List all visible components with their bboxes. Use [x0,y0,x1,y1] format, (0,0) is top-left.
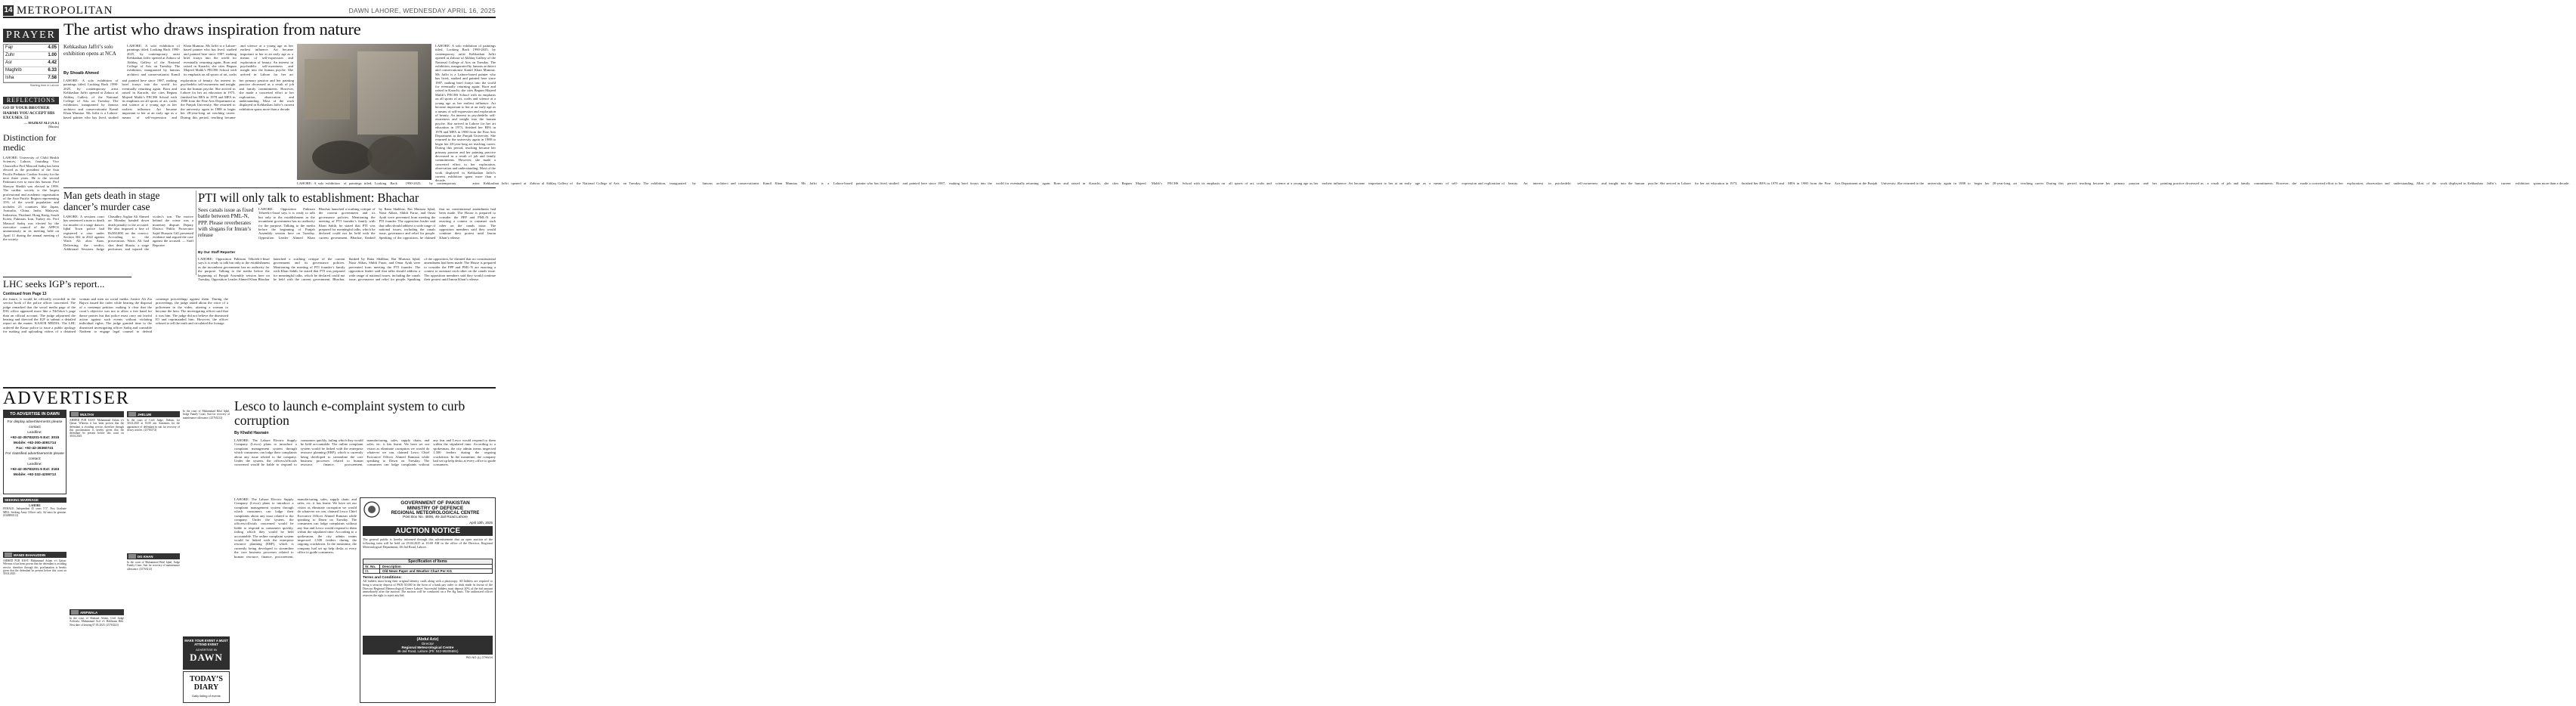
seeking-marriage-city: LAHORE [29,504,41,507]
lesco-headline: Lesco to launch e-complaint system to curb corruption [234,398,465,428]
prayer-note: Starting time in Lahore [29,84,59,87]
reflections-source: (Maxim) [48,125,59,129]
man-death-headline: Man gets death in stage dancer’s murder case [63,190,160,212]
prayer-isha: Isha 7.58 [4,75,58,82]
pid-number: PID NO (L) 2799/24 [465,655,493,659]
advertise-sidebar-title: TO ADVERTISE IN DAWN [4,410,66,418]
signer-address: 46-Jail Road, Lahore (Ph: 042-99205591) [397,649,459,653]
auction-intro: The general public is hereby informed through this advertisement that an open auction of the following item will be held on 29.04.2025 at 10:00 AM in the office of the Director, Regional Meteorological Department, 46-Jail Road, Lahore. [363,537,493,549]
distinction-story [3,133,59,272]
auction-address: Post Box No. 4806, 46-Jail Road Lahore [403,516,468,519]
lesco-byline: By Khalid Hasnain [234,431,269,435]
pti-headline: PTI will only talk to establishment: Bhachar [198,190,419,205]
artist-body-caption: LAHORE: A solo exhibition of paintings titled, Looking Back 1990-2025, by contemporary artist Kehkashan Jaffri opened at Zahoor ul Akhlaq Gallery of the National College of Arts on Tuesday. The exhibition, inaugurated by famous architect and conservationist Kamil Khan Mumtaz. Ms Jaffri is a Lahore-based painter who has lived, studied and painted here since 1987, making brief forays into the world for eventually returning again. Born and raised in Karachi, she cites Begum Majeed Malik’s PECHS School with its emphasis on all sports of art, crafts and science at a young age as her earliest influence. Art became important to her at an early age as a means of self-expression and exploration of beauty. An interest in psychedelic self-awareness and insight into the human psyche. She arrived in Lahore for her art education in 1973, finished her BFA in 1978 and MFA in 1980 from the Fine Arts Department at the Punjab University. She returned to the university again in 1988 to begin her 28-year-long art teaching career. During this period, teaching became her primary passion and her painting practice decreased as a result of job and family commitments. However, she made a concerted effort to her exploration, observation and understanding. Most of the work displayed in Kehkashan Jaffri’s current exhibition spans more than a decade. [297,181,2570,185]
lhc-headline: LHC seeks IGP’s report... [3,278,105,290]
prayer-maghrib: Maghrib 6.33 [4,67,58,75]
todays-diary [183,671,230,703]
distinction-body: LAHORE: University of Child Health Sciences, Lahore, founding Vice Chancellor Prof Masood Sadiq has been elected as the president of the Asia Pacific Pediatric Cardiac Society for the next three years. He is the second Pakistani ever to earn this honour. Prof Sheryar Sheikh was elected in 1999. The cardiac society is the largest professional and academic organisation of the Asia Pacific Region representing 35% of the world population and includes 23 countries like Japan, Australia, China, India, Malaysia, Indonesia, Thailand, Hong Kong, South Korea, Pakistan, Iran, Turkey etc. Prof Masood Sadiq was elected by the executive council of the APPCS unanimously in its meeting held on April 11 during the annual meeting of the society. [3,156,59,242]
distinction-headline: Distinction for medic [3,132,57,153]
multan-notices: AHMED PUR EAST: Muhammad Aslam v/s Qaisar. Whereas it has been proven that the defendant is avoiding service, therefore through this proclamation is hereby given that the defendant be present before this court on 30.04.2025. [70,419,124,438]
mandi-header: MANDI BAHAUDDIN [3,552,66,558]
page-number: 14 [4,6,13,14]
artist-photo [297,44,431,180]
misc-notices: In the court of Muhammad Bilal Iqbal, Judge Family Court. Suit for recovery of maintenance allowance. (25763212) [183,410,230,420]
auction-gov2: MINISTRY OF DEFENCE [407,506,464,511]
mandi-notices: AHMED PUR EAST: Muhammad Aslam v/s Qaisar. Whereas it has been proven that the defendant is avoiding service, therefore through this proclamation is hereby given that the defendant be present before this court on 30.04.2025. [3,559,66,576]
artist-headline: The artist who draws inspiration from nature [63,20,361,39]
arifwala-notices: In the court of Shahzad Aslam, Civil Judge Arifwala, Muhammad Asif v/s Rukhsana Bibi. Next date of hearing 07.05.2025. (25763241) [70,617,124,627]
reflections-author: — HAZRAT ALI (A.S.) [23,120,59,125]
prayer-fajr: Fajr 4.05 [4,45,58,52]
seeking-marriage-section [3,496,66,549]
prayer-zuhr: Zuhr 1.00 [4,52,58,60]
edition-date: DAWN LAHORE, WEDNESDAY APRIL 16, 2025 [348,7,496,14]
pti-body: LAHORE: Opposition Pakistan Tehreek-i-Insaf says it is ready to talk but only to the establishment as the incumbent government has no authority for the purpose. Talking to the media before the beginning of Punjab Assembly session here on Tuesday, Opposition Leader Ahmed Khan Bhachar launched a scathing critique of the current government and its governance policies. Mentioning the meeting of PTI founder’s family with Khan Sahib, he stated that PTI was prepared for meaningful talks, which he declared could not be held with the current government. Bhachar, flanked by Rana Shahbaz, Rai Murtaza Iqbal, Nasir Abbas, Shibli Faraz, and Omar Ayub were prevented from meeting the PTI founder. The opposition leader said that talks should address a wide range of national issues, including the canals issue, governance and relief for people. Speaking of the opposition, he claimed that no constitutional amendment had been made. The House is prepared to consider the PPP and PML-N are enacting a contest to outsmart each other on the canals issue. The opposition members said they would continue their protest until Imran Khan’s release. [198,257,496,282]
auction-title: AUCTION NOTICE [363,526,493,536]
artist-body-right: LAHORE: A solo exhibition of paintings titled, Looking Back 1990-2025, by contemporary artist Kehkashan Jaffri opened at Zahoor ul Akhlaq Gallery of the National College of Arts on Tuesday. The exhibition, inaugurated by famous architect and conservationist Kamil Khan Mumtaz. Ms Jaffri is a Lahore-based painter who has lived, studied and painted here since 1987, making brief forays into the world for eventually returning again. Born and raised in Karachi, she cites Begum Majeed Malik’s PECHS School with its emphasis on all sports of art, crafts and science at a young age as her earliest influence. Art became important to her at an early age as a means of self-expression and exploration of beauty. An interest in psychedelic self-awareness and insight into the human psyche. She arrived in Lahore for her art education in 1973, finished her BFA in 1978 and MFA in 1980 from the Fine Arts Department at the Punjab University. She returned to the university again in 1988 to begin her 28-year-long art teaching career. During this period, teaching became her primary passion and her painting practice decreased as a result of job and family commitments. However, she made a concerted effort to her exploration, observation and understanding. Most of the work displayed in Kehkashan Jaffri’s current exhibition spans more than a decade. [435,44,496,183]
promo-line1: MAKE YOUR EVENT A MUST ATTEND EVENT [184,639,228,646]
artist-byline: By Shoaib Ahmed [63,71,99,76]
lesco-body-lower: LAHORE: The Lahore Electric Supply Company (Lesco) plans to introduce a complaint management system through which consumers can lodge their complaints about any issue related to the company. Under the system, the officers/officials concerned would be liable to respond to consumers quickly, failing which they would be held accountable. The online complaint system would be linked with the enterprise resource planning (ERP), which is currently being developed to streamline the core business processes related to human resource, finance, procurement, manufacturing, sales, supply chain, and sales, etc. it has learnt. We have set our vision as eliminate corruption we would do whatever we can, claimed Lesco Chief Executive Officer Ahmed Ramzan while speaking to Dawn on Tuesday. The consumers can lodge complaints without any fear and Lesco would respond to them within the stipulated time. According to a spokesman, the city admin teams inspected 1,500 feeders during the ongoing crackdown. In the meantime, the company had set up help desks at every office to guide consumers. [234,497,357,559]
terms-title: Terms and Conditions: [363,576,402,580]
continued-label: Continued from Page 13 [3,292,47,296]
gov-emblem [363,501,380,518]
multan-header: MULTAN [70,411,124,417]
reflections-box [3,97,59,130]
advertise-sidebar [3,410,66,494]
advertise-contacts: For display advertisements please contact Landline: +92-42-35783201-5 Ext: 3015 Mobile: +92-300-4091714 Fax: +92-42-36360741 For classified advertisements please contact: Landline: +92-42-35783201-5 Ext: 3163 Mobile: +92-332-4209713 [5,420,64,477]
jhelum-section [127,410,180,703]
man-death-story [63,190,193,274]
jhelum-notices: In the court of Civil Judge, Jhelum, for 30.04.2025 at 10:00 am. Summons for the appearance of defendant in suit for recovery of dowry articles. (25763374) [127,419,180,432]
artist-subhead: Kehkashan Jaffri’s solo exhibition opens at NCA [63,44,116,57]
auction-signer-block [363,636,493,655]
dawn-promo [183,636,230,670]
diary-title: TODAY’S DIARY [190,675,223,692]
auction-office: REGIONAL METEOROLOGICAL CENTRE [391,511,480,516]
promo-line2: ADVERTISE IN [196,648,217,652]
prayer-box [3,29,59,94]
spec-title: Specification of Items [363,559,493,565]
auction-notice [360,497,496,703]
multan-section [70,410,124,703]
seeking-marriage-ad: FEMALE: Independent 45 years 5’3”, Post Graduate MBA. Seeking Army Officer only. Ad must be genuine. (0348890112) [3,507,66,517]
signer-title: Director [421,642,434,646]
reflections-quote: GO IF YOUR BROTHER HARMS YOU ACCEPT HIS EXCUSES. 53 [3,106,55,120]
arifwala-header: ARIFWALA [70,609,124,615]
dgkhan-header: DG KHAN [127,553,180,559]
auction-date: April 10th, 2025 [469,521,493,525]
advertiser-banner: ADVERTISER [3,389,130,408]
signer-name: (Abdul Aziz) [416,637,439,642]
reflections-title: REFLECTIONS [3,97,59,104]
spec-table-header: Sr. No. Description [363,565,493,569]
man-death-body: LAHORE: A sessions court has sentenced a man to death for murder of a stage dancer. Iqbal Town police had registered a case under Section 302 in 2022 against Waris Ali alias Saan. Delivering the verdict, Additional Sessions Judge Chaudhry Asghar Ali Ahmed on Monday handed down death penalty to the accused. He also imposed a fine of Rs500,000 on the convict. According to the prosecution, Waris Ali had shot dead Shazia, a stage performer, and injured the victim’s son. The motive behind the crime was a monetary dispute. Deputy District Public Prosecutor Sajid Hussain Gill presented evidence and argued the case against the accused. — Staff Reporter [63,215,193,252]
section-title: METROPOLITAN [17,5,113,17]
dgkhan-notices: In the court of Muhammad Bilal Iqbal, Judge Family Court. Suit for recovery of maintenance allowance. (25763212) [127,561,180,571]
lhc-story [3,278,228,384]
city-thumbnail [5,553,12,557]
jhelum-header: JHELUM [127,411,180,417]
spec-table-row: 01 Old News Paper and Weather Chart Per KG [363,569,493,574]
lesco-body: LAHORE: The Lahore Electric Supply Company (Lesco) plans to introduce a complaint management system through which consumers can lodge their complaints about any issue related to the company. Under the system, the officers/officials concerned would be liable to respond to consumers quickly, failing which they would be held accountable. The online complaint system would be linked with the enterprise resource planning (ERP), which is currently being developed to streamline the core business processes related to human resource, finance, procurement, manufacturing, sales, supply chain, and sales, etc. it has learnt. We have set our vision as eliminate corruption we would do whatever we can, claimed Lesco Chief Executive Officer Ahmed Ramzan while speaking to Dawn on Tuesday. The consumers can lodge complaints without any fear and Lesco would respond to them within the stipulated time. According to a spokesman, the city admin teams inspected 1,500 feeders during the ongoing crackdown. In the meantime, the company had set up help desks at every office to guide consumers. [234,438,496,467]
auction-gov1: GOVERNMENT OF PAKISTAN [400,500,470,506]
prayer-title: PRAYER [3,29,59,42]
diary-sub: Daily listing of events [192,694,221,698]
mandi-section [3,550,66,703]
classifieds-column-4 [183,410,230,636]
prayer-asr: Asr 4.42 [4,60,58,67]
artist-body: LAHORE: A solo exhibition of paintings titled, Looking Back 1990-2025, by contemporary artist Kehkashan Jaffri opened at Zahoor ul Akhlaq Gallery of the National College of Arts on Tuesday. The exhibition, inaugurated by famous architect and conservationist Kamil Khan Mumtaz. Ms Jaffri is a Lahore-based painter who has lived, studied and painted here since 1987, making brief forays into the world for eventually returning again. Born and raised in Karachi, she cites Begum Majeed Malik’s PECHS School with its emphasis on all sports of art, crafts and science at a young age as her earliest influence. Art became important to her at an early age as a means of self-expression and exploration of beauty. An interest in psychedelic self-awareness and insight into the human psyche. She arrived in Lahore for her art education in 1973, finished her BFA in 1978 and MFA in 1980 from the Fine Arts Department at the Punjab University. She returned to the university again in 1988 to begin her 28-year-long art teaching career. During this period, teaching became her primary passion and her painting practice decreased as a result of job and family commitments. However, she made a concerted effort to her exploration, observation and understanding. Most of the work displayed in Kehkashan Jaffri’s current exhibition spans more than a decade. [63,79,294,119]
signer-office: Regional Meteorological Centre [401,646,454,649]
pti-byline: By Our Staff Reporter [198,251,236,255]
pti-body-top: LAHORE: Opposition Pakistan Tehreek-i-Insaf says it is ready to talk but only to the establishment as the incumbent government has no authority for the purpose. Talking to the media before the beginning of Punjab Assembly session here on Tuesday, Opposition Leader Ahmed Khan Bhachar launched a scathing critique of the current government and its governance policies. Mentioning the meeting of PTI founder’s family with Khan Sahib, he stated that PTI was prepared for meaningful talks, which he declared could not be held with the current government. Bhachar, flanked by Rana Shahbaz, Rai Murtaza Iqbal, Nasir Abbas, Shibli Faraz, and Omar Ayub were prevented from meeting the PTI founder. The opposition leader said that talks should address a wide range of national issues, including the canals issue, governance and relief for people. Speaking of the opposition, he claimed that no constitutional amendment had been made. The House is prepared to consider the PPP and PML-N are enacting a contest to outsmart each other on the canals issue. The opposition members said they would continue their protest until Imran Khan’s release. [258,207,496,240]
seeking-marriage-header: SEEKING MARRIAGE [3,497,66,503]
terms-body: All bidders must bring their original identity cards along with a photocopy. All bidders are required to bring a security deposit of PKR 50,000 in the form of a bank pay order or draft made in favour of the Director Regional Meteorological Centre Lahore. Successful bidders must deposit 20% of the bid amount immediately after the auction. The auction will be conducted on a Per Kg basis. The authorized officer reserves the right to reject any bid. [363,579,493,598]
masthead [3,3,496,18]
lhc-body: the future, it would be officially recorded in the service book of the police officer concerned. The judge remarked that the social media page of the DIG office appeared more like a TikToker’s page than an official account. The judge adjourned the hearing and directed the IGP to submit a detailed report on the matter. KASUR MEDIA: The LHC ordered the Kasur police to issue a public apology for making and uploading videos of a detained woman and men on social media. Justice Ali Zia Bajwa issued the order while hearing the disposal of a contempt petition, making it clear that the court’s objective was not to allow a free hand for dance parties but that police must carry out lawful action against such events without violating individual rights. The judge granted time to the dismissed investigating officer Sadiq and constable Nadeem to engage legal counsel to defend contempt proceedings against them. During the proceedings, the judge asked about the voice of a policemen in the video, uttering a woman to become the hero. The investigating officer said that it was him. The judge did not believe the dismissed IO and reprimanded him. However, the officer refused to tell the truth and circulated the footage. [3,297,228,334]
prayer-list [3,44,59,83]
pti-subhead: Sees canals issue as fixed battle between PML-N, PPP. Please reverberates with slogans for Imran’s release [198,207,254,239]
promo-brand: DAWN [190,652,223,663]
artist-body-extra: LAHORE: A solo exhibition of paintings titled, Looking Back 1990-2025, by contemporary artist Kehkashan Jaffri opened at Zahoor ul Akhlaq Gallery of the National College of Arts on Tuesday. The exhibition, inaugurated by famous architect and conservationist Kamil Khan Mumtaz. Ms Jaffri is a Lahore-based painter who has lived, studied and painted here since 1987, making brief forays into the world for eventually returning again. Born and raised in Karachi, she cites Begum Majeed Malik’s PECHS School with its emphasis on all sports of art, crafts and science at a young age as her earliest influence. Art became important to her at an early age as a means of self-expression and exploration of beauty. An interest in psychedelic self-awareness and insight into the human psyche. She arrived in Lahore for her art [127,44,293,76]
artwork-image [297,44,431,180]
